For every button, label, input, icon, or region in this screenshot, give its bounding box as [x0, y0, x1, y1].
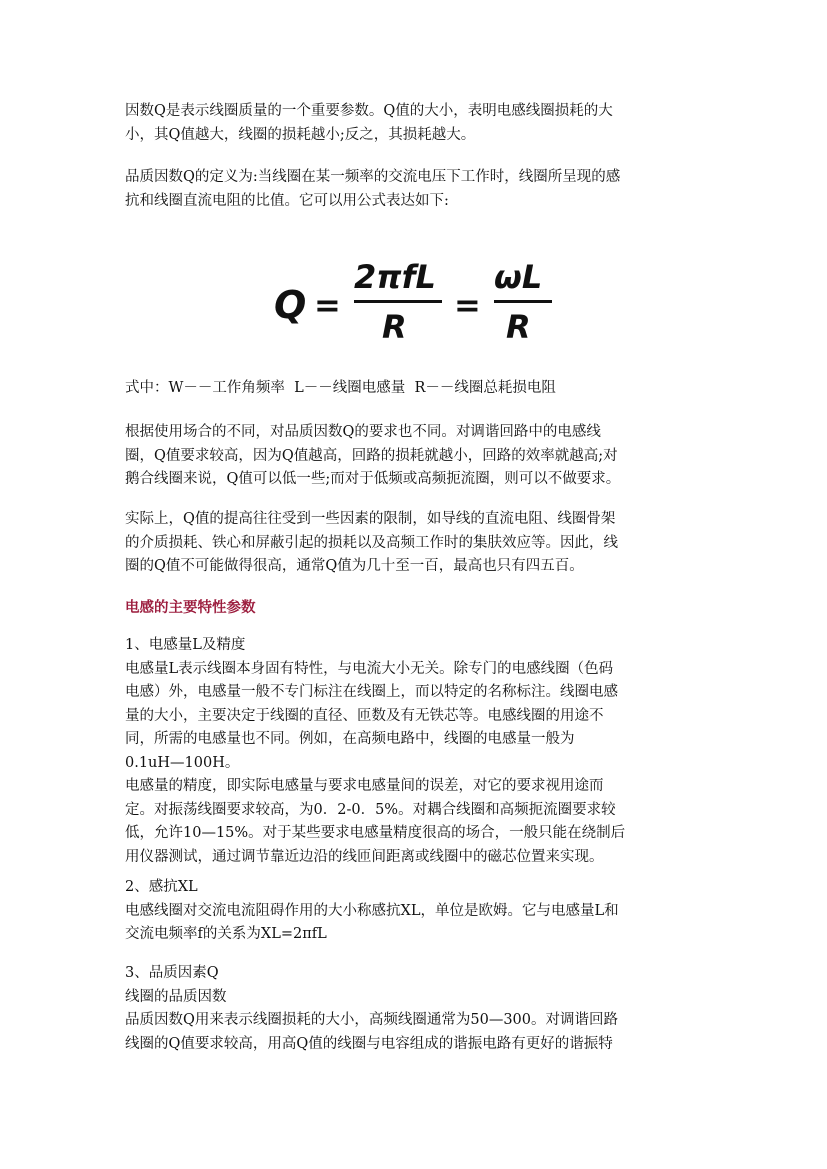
text-line: 2、感抗XL: [125, 879, 198, 895]
text-line: 圈的Q值不可能做得很高，通常Q值为几十至一百，最高也只有四五百。: [125, 558, 584, 574]
text-line: 用仪器测试，通过调节靠近边沿的线匝间距离或线圈中的磁芯位置来实现。: [125, 848, 604, 865]
text-line: 电感）外，电感量一般不专门标注在线圈上，而以特定的名称标注。线圈电感: [125, 684, 618, 700]
text-line: 因数Q是表示线圈质量的一个重要参数。Q值的大小，表明电感线圈损耗的大: [125, 103, 613, 119]
text-line: 式中：W－－工作角频率 L－－线圈电感量 R－－线圈总耗损电阻: [125, 380, 556, 396]
fraction-bar-2: [494, 300, 552, 303]
formula-denominator-1: R: [382, 308, 407, 346]
text-line: 1、电感量L及精度: [125, 637, 246, 653]
section-inductance-precision: [125, 634, 710, 869]
text-line: 0.1uH—100H。: [125, 754, 240, 771]
text-line: 的介质损耗、铁心和屏蔽引起的损耗以及高频工作时的集肤效应等。因此，线: [125, 534, 618, 551]
formula-equals-1: =: [314, 286, 341, 324]
fraction-bar-1: [354, 300, 442, 303]
q-factor-formula: [270, 250, 570, 360]
text-line: 3、品质因素Q: [125, 965, 219, 981]
text-line: 量的大小，主要决定于线圈的直径、匝数及有无铁芯等。电感线圈的用途不: [125, 707, 604, 724]
text-line: 电感量的精度，即实际电感量与要求电感量间的误差，对它的要求视用途而: [125, 778, 604, 794]
paragraph-q-limits: [125, 508, 710, 579]
formula-equals-2: =: [454, 286, 481, 324]
section-heading: 电感的主要特性参数: [125, 600, 256, 616]
text-line: 品质因数Q的定义为:当线圈在某一频率的交流电压下工作时，线圈所呈现的感: [125, 169, 621, 185]
section-inductive-reactance: [125, 876, 710, 947]
text-line: 抗和线圈直流电阻的比值。它可以用公式表达如下:: [125, 192, 449, 209]
formula-numerator-2: ωL: [494, 258, 543, 296]
text-line: 圈，Q值要求较高，因为Q值越高，回路的损耗就越小，回路的效率就越高;对: [125, 447, 618, 464]
paragraph-q-requirements: [125, 421, 710, 492]
text-line: 定。对振荡线圈要求较高，为0．2-0．5%。对耦合线圈和高频扼流圈要求较: [125, 801, 616, 818]
text-line: 小，其Q值越大，线圈的损耗越小;反之，其损耗越大。: [125, 126, 476, 143]
text-line: 线圈的Q值要求较高，用高Q值的线圈与电容组成的谐振电路有更好的谐振特: [125, 1035, 613, 1052]
text-line: 线圈的品质因数: [125, 988, 227, 1005]
text-line: 电感线圈对交流电流阻碍作用的大小称感抗XL，单位是欧姆。它与电感量L和: [125, 902, 619, 919]
formula-legend: [125, 377, 710, 401]
section-quality-factor: [125, 962, 710, 1056]
formula-numerator-1: 2πfL: [354, 258, 436, 296]
formula-q: Q: [274, 283, 307, 327]
text-line: 低，允许10—15%。对于某些要求电感量精度很高的场合，一般只能在绕制后: [125, 825, 626, 841]
text-line: 交流电频率f的关系为XL=2πfL: [125, 926, 327, 942]
paragraph-q-definition: [125, 166, 710, 213]
paragraph-q-factor-intro: [125, 100, 710, 147]
text-line: 同，所需的电感量也不同。例如，在高频电路中，线圈的电感量一般为: [125, 731, 575, 747]
text-line: 鹅合线圈来说，Q值可以低一些;而对于低频或高频扼流圈，则可以不做要求。: [125, 471, 621, 487]
text-line: 实际上，Q值的提高往往受到一些因素的限制，如导线的直流电阻、线圈骨架: [125, 511, 616, 527]
text-line: 电感量L表示线圈本身固有特性，与电流大小无关。除专门的电感线圈（色码: [125, 660, 614, 677]
text-line: 品质因数Q用来表示线圈损耗的大小，高频线圈通常为50—300。对调谐回路: [125, 1012, 619, 1028]
text-line: 根据使用场合的不同，对品质因数Q的要求也不同。对调谐回路中的电感线: [125, 424, 601, 440]
formula-denominator-2: R: [506, 308, 531, 346]
